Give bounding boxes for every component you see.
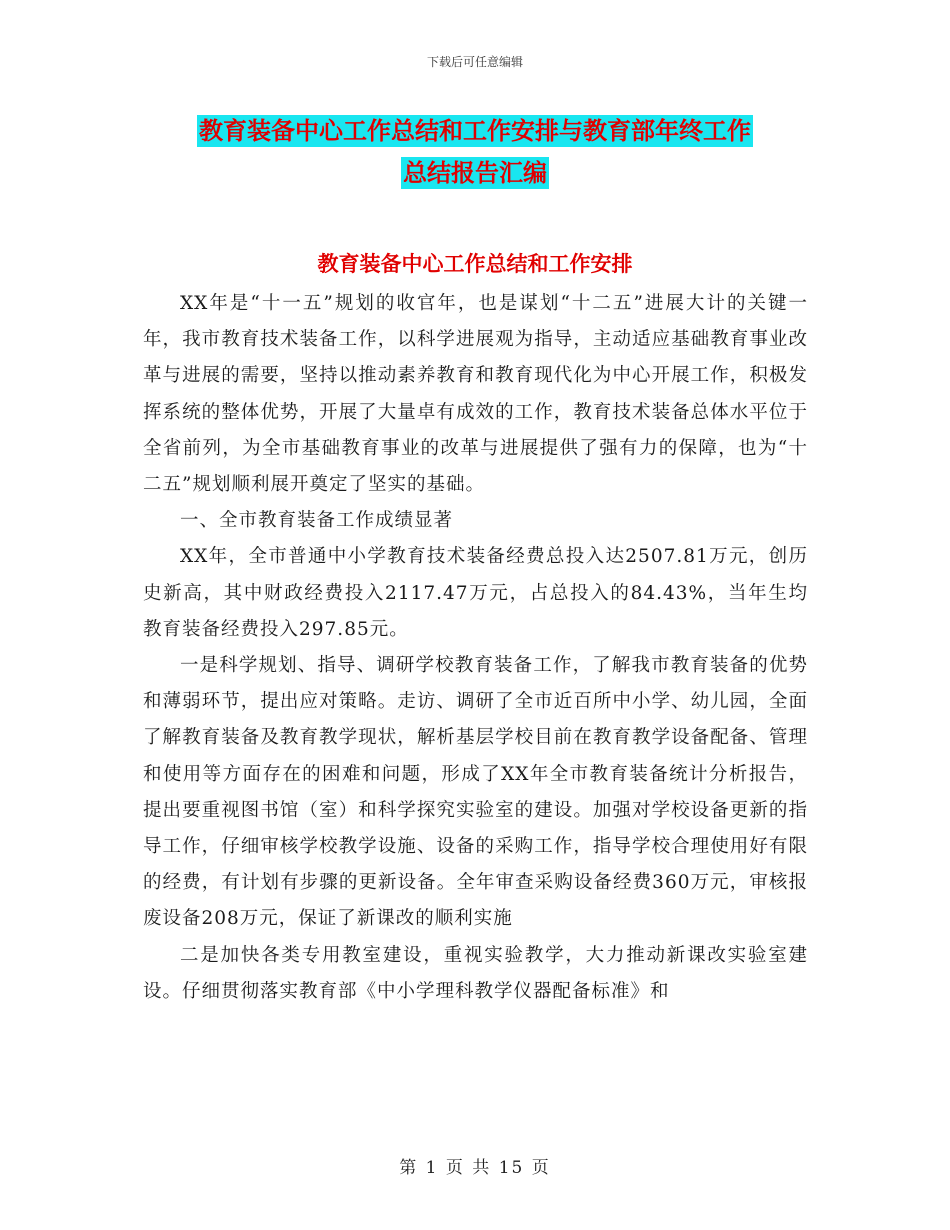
body-text (143, 286, 808, 1010)
paragraph: 一是科学规划、指导、调研学校教育装备工作，了解我市教育装备的优势和薄弱环节，提出应对策略。走访、调研了全市近百所中小学、幼儿园，全面了解教育装备及教育教学现状，解析基层学校目前在教育教学设备配备、管理和使用等方面存在的困难和问题，形成了XX年全市教育装备统计分析报告，提出要重视图书馆（室）和科学探究实验室的建设。加强对学校设备更新的指导工作，仔细审核学校教学设施、设备的采购工作，指导学校合理使用好有限的经费，有计划有步骤的更新设备。全年审查采购设备经费360万元，审核报废设备208万元，保证了新课改的顺利实施 (143, 655, 808, 930)
paragraph: XX年，全市普通中小学教育技术装备经费总投入达2507.81万元，创历史新高，其中财政经费投入2117.47万元，占总投入的84.43%，当年生均教育装备经费投入297.85元。 (143, 546, 808, 640)
document-title (0, 110, 950, 194)
page-footer: 第 1 页 共 15 页 (399, 1158, 551, 1178)
paragraph: 一、全市教育装备工作成绩显著 (180, 510, 454, 532)
document-title-line-1: 教育装备中心工作总结和工作安排与教育部年终工作 (199, 117, 751, 145)
document-title-line-2: 总结报告汇编 (403, 159, 547, 187)
section-title: 教育装备中心工作总结和工作安排 (317, 252, 633, 276)
paragraph: 二是加快各类专用教室建设，重视实验教学，大力推动新课改实验室建设。仔细贯彻落实教育部《中小学理科教学仪器配备标准》和 (143, 944, 808, 1002)
header-note: 下载后可任意编辑 (426, 55, 523, 69)
paragraph: XX年是“十一五”规划的收官年，也是谋划“十二五”进展大计的关键一年，我市教育技术装备工作，以科学进展观为指导，主动适应基础教育事业改革与进展的需要，坚持以推动素养教育和教育现代化为中心开展工作，积极发挥系统的整体优势，开展了大量卓有成效的工作，教育技术装备总体水平位于全省前列，为全市基础教育事业的改革与进展提供了强有力的保障，也为“十二五”规划顺利展开奠定了坚实的基础。 (143, 293, 808, 496)
